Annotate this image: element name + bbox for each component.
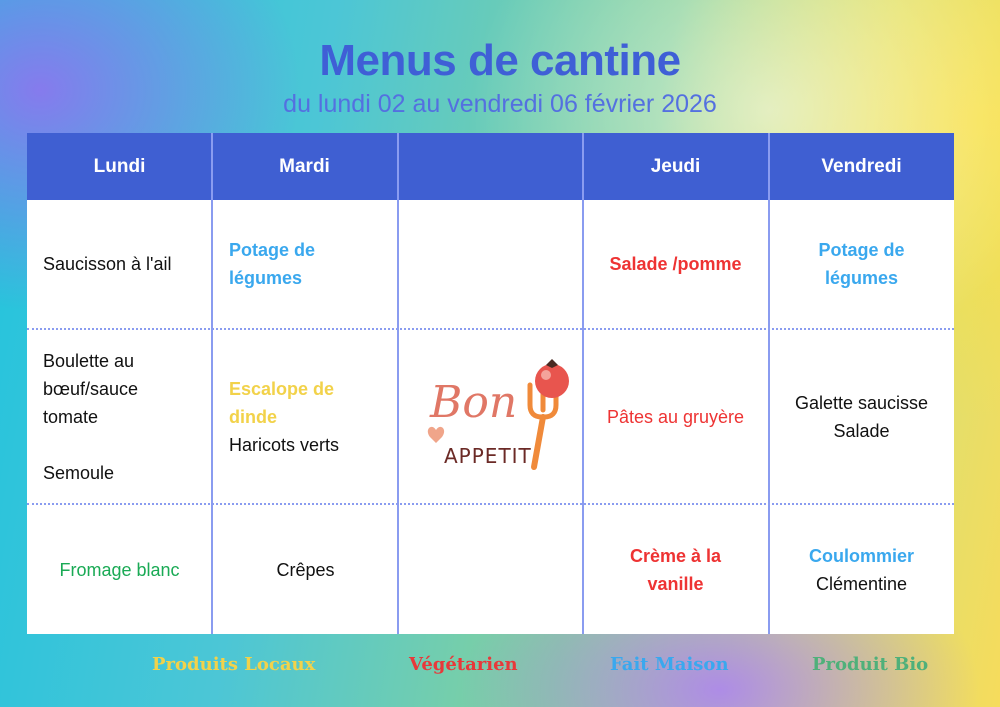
- mardi-entree: Potage de légumes: [229, 240, 316, 288]
- lundi-plat-line1: Boulette au: [43, 350, 135, 371]
- heart-icon: [428, 427, 444, 443]
- vendredi-dessert-cell: [769, 505, 954, 634]
- header-mercredi: [398, 133, 583, 200]
- legend-produit-bio: Produit Bio: [812, 654, 929, 675]
- legend-fait-maison: Fait Maison: [610, 654, 729, 675]
- jeudi-dessert-cell: [583, 505, 768, 634]
- lundi-plat-line2: bœuf/sauce: [43, 378, 139, 399]
- vendredi-accompagnement: Salade: [833, 420, 890, 441]
- vendredi-plat-cell: [769, 330, 954, 503]
- mardi-dessert: Crêpes: [276, 559, 335, 580]
- tomato-icon: [535, 359, 569, 398]
- logo-word-appetit: APPETIT: [444, 444, 532, 468]
- vendredi-entree: Potage de légumes: [818, 240, 905, 288]
- jeudi-entree-cell: [583, 200, 768, 328]
- header-vendredi: Vendredi: [821, 155, 902, 177]
- page-title: Menus de cantine: [319, 36, 681, 85]
- vendredi-entree-cell: [769, 200, 954, 328]
- jeudi-dessert: Crème à la vanille: [629, 545, 722, 594]
- header-lundi: Lundi: [93, 155, 146, 177]
- vendredi-dessert: Clémentine: [815, 573, 908, 594]
- jeudi-plat: Pâtes au gruyère: [606, 406, 745, 427]
- mardi-dessert-cell: [213, 505, 398, 634]
- page-subtitle: du lundi 02 au vendredi 06 février 2026: [283, 90, 717, 118]
- legend-vegetarien: Végétarien: [409, 654, 518, 675]
- lundi-plat-line3: tomate: [43, 406, 99, 427]
- vendredi-plat: Galette saucisse: [794, 392, 929, 413]
- lundi-dessert: Fromage blanc: [59, 559, 180, 580]
- lundi-accompagnement: Semoule: [43, 462, 115, 483]
- lundi-plat-cell: [27, 330, 212, 503]
- mardi-entree-cell: [213, 200, 398, 328]
- table-header: [27, 133, 954, 200]
- header-mardi: Mardi: [279, 155, 330, 177]
- mardi-plat-cell: [213, 330, 398, 503]
- lundi-dessert-cell: [27, 505, 212, 634]
- mardi-accompagnement: Haricots verts: [229, 434, 340, 455]
- jeudi-plat-cell: [583, 330, 768, 503]
- header-jeudi: Jeudi: [650, 155, 701, 177]
- bon-appetit-logo: [420, 355, 580, 475]
- lundi-entree-cell: [27, 200, 212, 328]
- jeudi-entree: Salade /pomme: [609, 254, 742, 274]
- logo-word-bon: Bon: [430, 377, 518, 428]
- mardi-plat: Escalope de dinde: [229, 378, 335, 427]
- lundi-entree: Saucisson à l'ail: [43, 254, 172, 274]
- vendredi-fromage: Coulommier: [808, 545, 914, 566]
- legend-produits-locaux: Produits Locaux: [152, 654, 316, 675]
